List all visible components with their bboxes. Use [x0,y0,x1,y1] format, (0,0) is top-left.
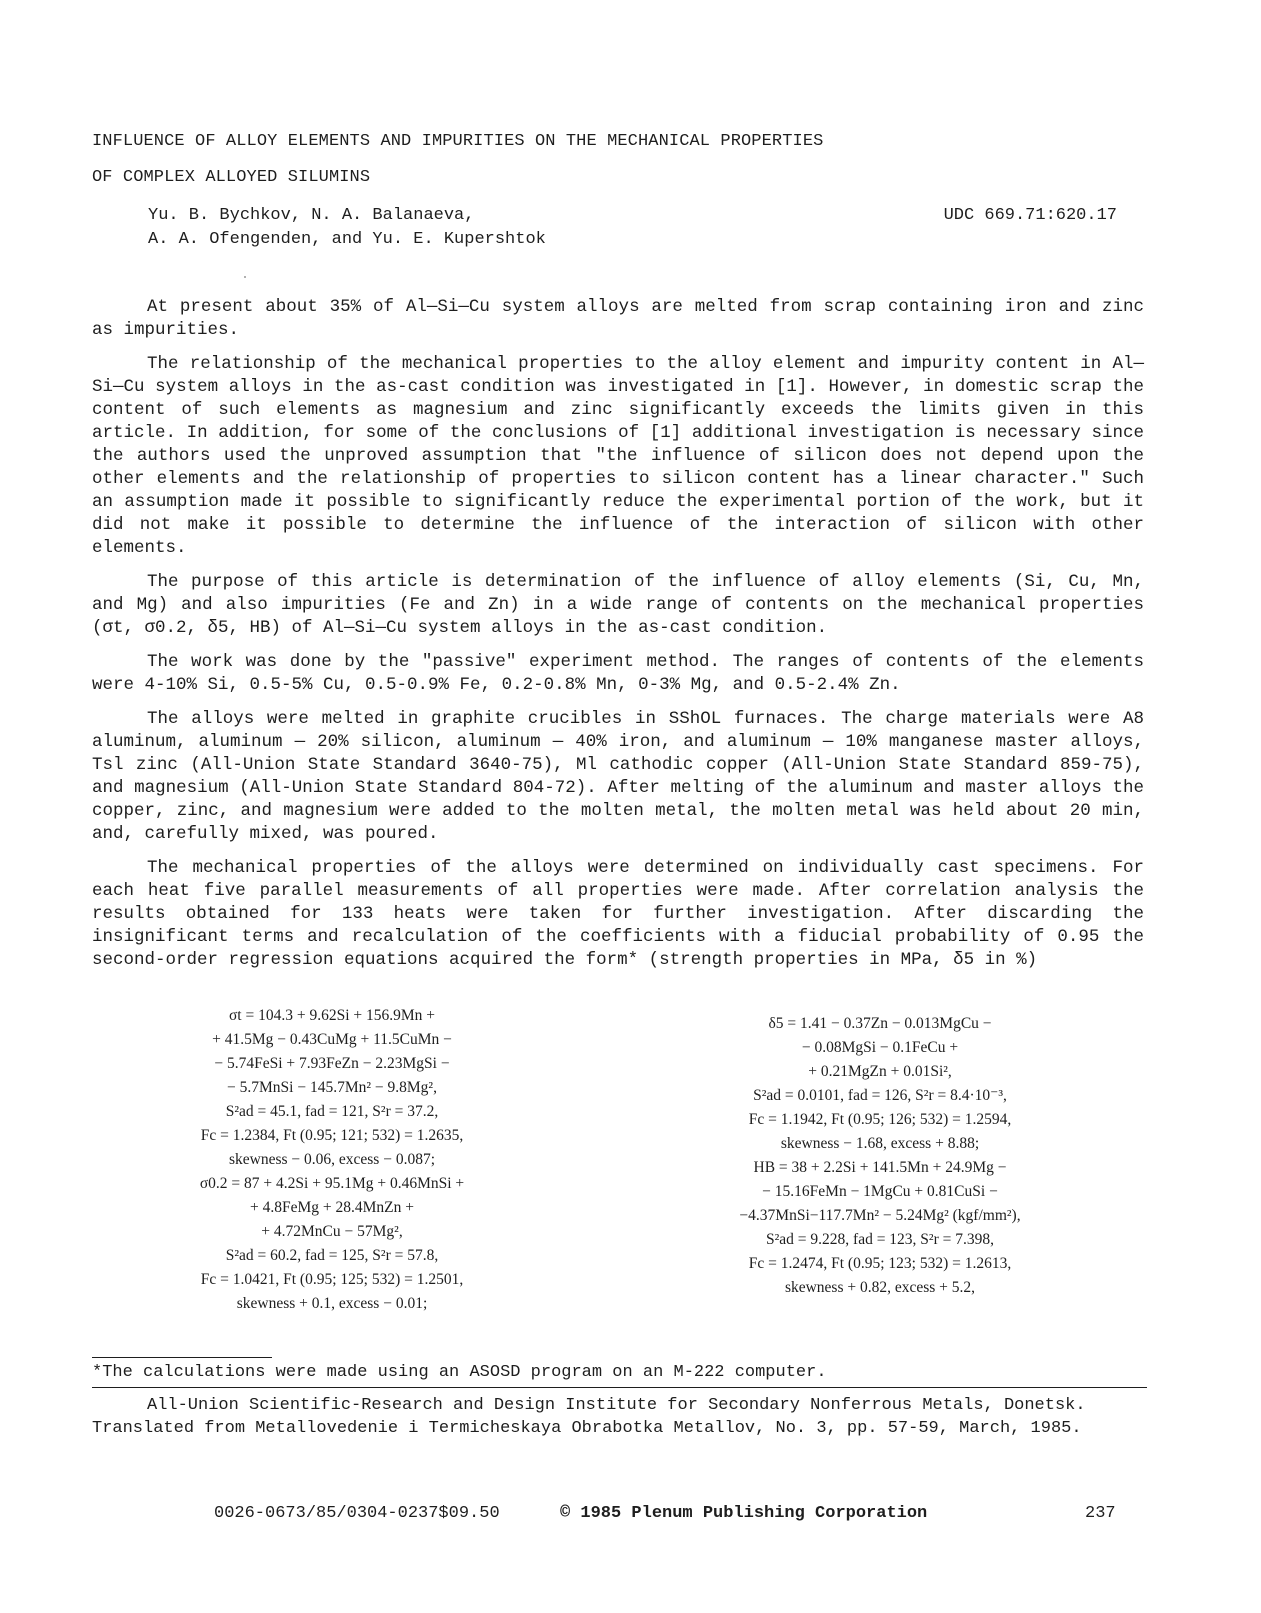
affiliation-text: All-Union Scientific-Research and Design Institute for Secondary Nonferrous Metals, Donetsk. Translated from Metallovedenie i Termicheskaya Obrabotka Metallov, No. 3, pp. 57-59, March, 1985. [92,1396,1086,1438]
equation-line: Fc = 1.2474, Ft (0.95; 123; 532) = 1.2613, [748,1255,1012,1272]
paragraph: The work was done by the "passive" experiment method. The ranges of contents of the elements were 4-10% Si, 0.5-5% Cu, 0.5-0.9% Fe, 0.2-0.8% Mn, 0-3% Mg, and 0.5-2.4% Zn. [92,652,1144,695]
paragraph: At present about 35% of Al—Si—Cu system alloys are melted from scrap containing iron and zinc as impurities. [92,297,1144,340]
equation-line: σt = 104.3 + 9.62Si + 156.9Mn + [228,1007,436,1024]
affiliation-block [92,1394,1142,1440]
udc-code: UDC 669.71:620.17 [943,206,1117,225]
paragraph: The alloys were melted in graphite crucibles in SShOL furnaces. The charge materials were A8 aluminum, aluminum — 20% silicon, aluminum — 40% iron, and aluminum — 10% manganese master alloys, Tsl zinc (All-Union State Standard 3640-75), Ml cathodic copper (All-Union State Standard 859-75), and magnesium (All-Union State Standard 804-72). After melting of the aluminum and master alloys the copper, zinc, and magnesium were added to the molten metal, the molten metal was held about 20 min, and, carefully mixed, was poured. [92,709,1144,844]
footnote: *The calculations were made using an ASOSD program on an M-222 computer. [92,1363,827,1382]
equations-left-column [152,1004,512,1316]
footnote-divider [92,1357,272,1358]
equation-line: skewness + 0.82, excess + 5.2, [784,1279,976,1296]
title-line-1: INFLUENCE OF ALLOY ELEMENTS AND IMPURITIES ON THE MECHANICAL PROPERTIES [92,132,824,151]
page-number: 237 [1085,1504,1116,1523]
equation-line: skewness + 0.1, excess − 0.01; [236,1295,428,1312]
equation-line: + 4.72MnCu − 57Mg², [261,1223,403,1240]
equation-line: − 15.16FeMn − 1MgCu + 0.81CuSi − [762,1183,998,1200]
paragraph: The mechanical properties of the alloys were determined on individually cast specimens. For each heat five parallel measurements of all properties were made. After correlation analysis the results obtained for 133 heats were taken for further investigation. After discarding the insignificant terms and recalculation of the coefficients with a fiducial probability of 0.95 the second-order regression equations acquired the form* (strength properties in MPa, δ5 in %) [92,858,1144,970]
article-title [92,124,1172,196]
copyright-notice: © 1985 Plenum Publishing Corporation [560,1504,928,1523]
equation-line: skewness − 1.68, excess + 8.88; [780,1135,980,1152]
title-line-2: OF COMPLEX ALLOYED SILUMINS [92,168,371,187]
author-list [148,204,546,252]
equation-line: + 4.8FeMg + 28.4MnZn + [249,1199,414,1216]
equation-line: HB = 38 + 2.2Si + 141.5Mn + 24.9Mg − [753,1159,1007,1176]
equation-line: σ0.2 = 87 + 4.2Si + 95.1Mg + 0.46MnSi + [199,1175,465,1192]
article-body [92,296,1144,983]
equation-line: − 5.7MnSi − 145.7Mn² − 9.8Mg², [227,1079,437,1096]
equation-line: Fc = 1.0421, Ft (0.95; 125; 532) = 1.2501, [200,1271,464,1288]
equation-line: skewness − 0.06, excess − 0.087; [228,1151,436,1168]
equation-line: + 41.5Mg − 0.43CuMg + 11.5CuMn − [212,1031,452,1048]
authors-line-1: Yu. B. Bychkov, N. A. Balanaeva, [148,206,475,225]
article-code: 0026-0673/85/0304-0237$09.50 [214,1504,500,1523]
equation-line: δ5 = 1.41 − 0.37Zn − 0.013MgCu − [768,1015,992,1032]
equation-line: + 0.21MgZn + 0.01Si², [808,1063,952,1080]
equation-line: −4.37MnSi−117.7Mn² − 5.24Mg² (kgf/mm²), [739,1207,1021,1224]
equation-line: − 0.08MgSi − 0.1FeCu + [801,1039,959,1056]
affiliation-divider [92,1387,1147,1388]
equation-line: Fc = 1.1942, Ft (0.95; 126; 532) = 1.2594, [748,1111,1012,1128]
scan-speck [244,276,246,278]
paragraph: The relationship of the mechanical properties to the alloy element and impurity content in Al—Si—Cu system alloys in the as-cast condition was investigated in [1]. However, in domestic scrap the content of such elements as magnesium and zinc significantly exceeds the limits given in this article. In addition, for some of the conclusions of [1] additional investigation is necessary since the authors used the unproved assumption that "the influence of silicon does not depend upon the other elements and the relationship of properties to silicon content has a linear character." Such an assumption made it possible to significantly reduce the experimental portion of the work, but it did not make it possible to determine the influence of the interaction of silicon with other elements. [92,354,1144,558]
equation-line: − 5.74FeSi + 7.93FeZn − 2.23MgSi − [214,1055,450,1072]
authors-line-2: A. A. Ofengenden, and Yu. E. Kupershtok [148,230,546,249]
equation-line: S²ad = 45.1, fad = 121, S²r = 37.2, [225,1103,439,1120]
equation-line: S²ad = 0.0101, fad = 126, S²r = 8.4·10⁻³, [753,1087,1007,1104]
equations-right-column [690,1012,1070,1300]
paragraph: The purpose of this article is determination of the influence of alloy elements (Si, Cu, Mn, and Mg) and also impurities (Fe and Zn) in a wide range of contents on the mechanical properties (σt, σ0.2, δ5, HB) of Al—Si—Cu system alloys in the as-cast condition. [92,572,1144,638]
equation-line: S²ad = 9.228, fad = 123, S²r = 7.398, [766,1231,994,1248]
equation-line: Fc = 1.2384, Ft (0.95; 121; 532) = 1.2635, [200,1127,464,1144]
equation-line: S²ad = 60.2, fad = 125, S²r = 57.8, [225,1247,439,1264]
